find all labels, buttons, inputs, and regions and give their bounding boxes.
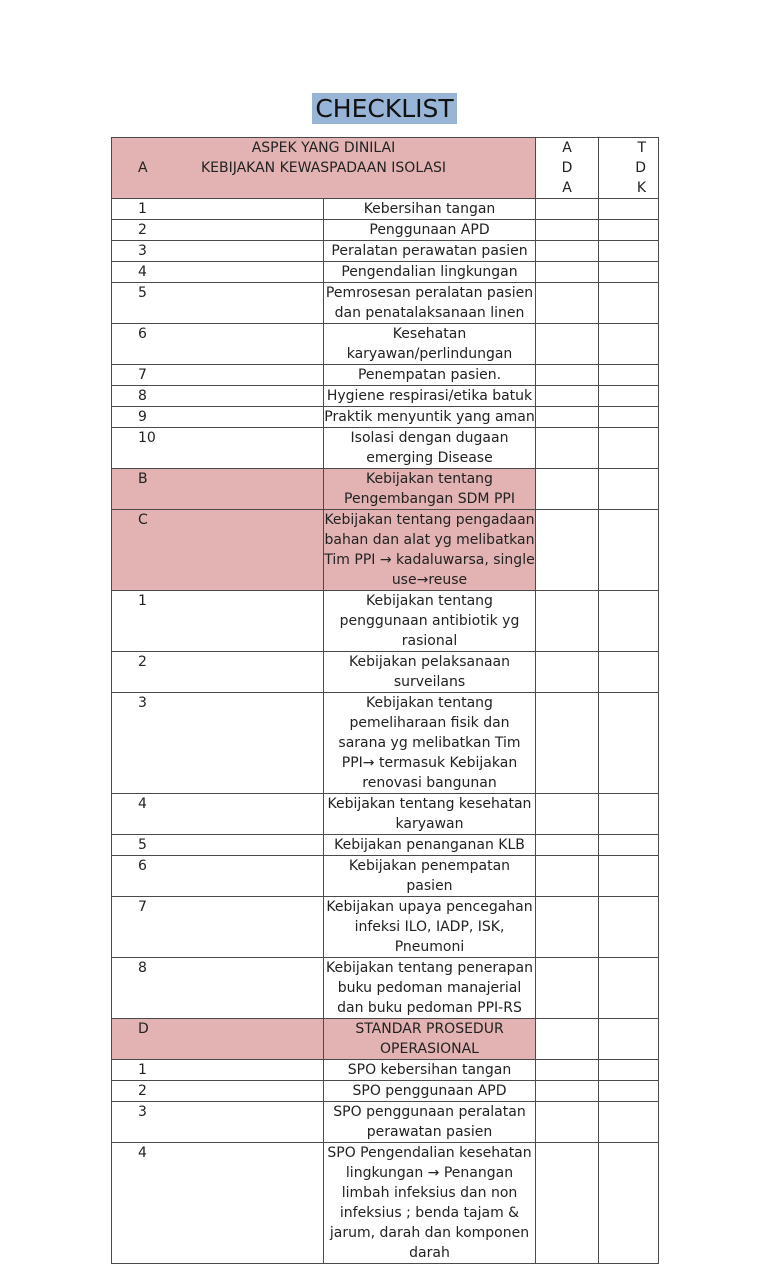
row-number: 2 [112, 1081, 324, 1102]
tdk-checkbox-cell[interactable] [599, 220, 659, 241]
row-number: 1 [112, 1060, 324, 1081]
ada-checkbox-cell[interactable] [536, 386, 599, 407]
section-title: KEBIJAKAN KEWASPADAAN ISOLASI [200, 160, 447, 176]
ada-letter: A [562, 140, 572, 156]
ada-checkbox-cell[interactable] [536, 1081, 599, 1102]
row-aspect: Kebersihan tangan [324, 199, 536, 220]
ada-checkbox-cell[interactable] [536, 794, 599, 835]
row-aspect: SPO penggunaan APD [324, 1081, 536, 1102]
ada-checkbox-cell[interactable] [536, 365, 599, 386]
row-aspect: Isolasi dengan dugaan emerging Disease [324, 428, 536, 469]
ada-checkbox-cell[interactable] [536, 199, 599, 220]
row-aspect: SPO penggunaan peralatan perawatan pasien [324, 1102, 536, 1143]
row-number: 10 [112, 428, 324, 469]
row-number: 4 [112, 1143, 324, 1264]
tdk-checkbox-cell[interactable] [599, 1102, 659, 1143]
section-code: A [138, 160, 148, 176]
tdk-letter: T [637, 140, 646, 156]
tdk-checkbox-cell[interactable] [599, 856, 659, 897]
tdk-checkbox-cell[interactable] [599, 199, 659, 220]
tdk-letter: K [636, 180, 646, 196]
row-aspect: Pengendalian lingkungan [324, 262, 536, 283]
row-aspect: Kebijakan penanganan KLB [324, 835, 536, 856]
table-row [112, 794, 659, 835]
row-aspect: Penempatan pasien. [324, 365, 536, 386]
ada-checkbox-cell[interactable] [536, 220, 599, 241]
table-row [112, 220, 659, 241]
table-row [112, 856, 659, 897]
table-row [112, 199, 659, 220]
tdk-checkbox-cell[interactable] [599, 262, 659, 283]
table-row [112, 591, 659, 652]
table-row [112, 897, 659, 958]
row-number: 6 [112, 856, 324, 897]
row-number: 6 [112, 324, 324, 365]
tdk-checkbox-cell[interactable] [599, 652, 659, 693]
tdk-checkbox-cell[interactable] [599, 283, 659, 324]
ada-checkbox-cell[interactable] [536, 591, 599, 652]
ada-checkbox-cell[interactable] [536, 324, 599, 365]
tdk-checkbox-cell[interactable] [599, 958, 659, 1019]
row-number: 8 [112, 958, 324, 1019]
ada-checkbox-cell[interactable] [536, 510, 599, 591]
table-row [112, 469, 659, 510]
tdk-checkbox-cell[interactable] [599, 386, 659, 407]
tdk-checkbox-cell[interactable] [599, 324, 659, 365]
ada-checkbox-cell[interactable] [536, 856, 599, 897]
ada-checkbox-cell[interactable] [536, 958, 599, 1019]
row-aspect: Kebijakan tentang penggunaan antibiotik yg rasional [324, 591, 536, 652]
row-number: 7 [112, 897, 324, 958]
table-row [112, 835, 659, 856]
table-row [112, 958, 659, 1019]
tdk-checkbox-cell[interactable] [599, 1143, 659, 1264]
ada-letter: D [561, 160, 573, 176]
row-number: 3 [112, 241, 324, 262]
tdk-checkbox-cell[interactable] [599, 407, 659, 428]
row-aspect: Kesehatan karyawan/perlindungan [324, 324, 536, 365]
row-aspect: Penggunaan APD [324, 220, 536, 241]
ada-checkbox-cell[interactable] [536, 407, 599, 428]
ada-checkbox-cell[interactable] [536, 1143, 599, 1264]
table-header-row [112, 138, 659, 199]
row-aspect: Kebijakan tentang penerapan buku pedoman manajerial dan buku pedoman PPI-RS [324, 958, 536, 1019]
row-number: 2 [112, 220, 324, 241]
row-aspect: Kebijakan tentang Pengembangan SDM PPI [324, 469, 536, 510]
ada-header [536, 138, 599, 199]
tdk-checkbox-cell[interactable] [599, 1019, 659, 1060]
row-aspect: STANDAR PROSEDUR OPERASIONAL [324, 1019, 536, 1060]
row-number: 2 [112, 652, 324, 693]
table-row [112, 262, 659, 283]
ada-letter: A [562, 180, 572, 196]
table-row [112, 1019, 659, 1060]
row-number: 5 [112, 835, 324, 856]
tdk-checkbox-cell[interactable] [599, 241, 659, 262]
row-number: 1 [112, 591, 324, 652]
row-aspect: Kebijakan pelaksanaan surveilans [324, 652, 536, 693]
row-number: 8 [112, 386, 324, 407]
tdk-checkbox-cell[interactable] [599, 693, 659, 794]
aspect-header-label: ASPEK YANG DINILAI [251, 140, 396, 156]
row-number: 9 [112, 407, 324, 428]
ada-checkbox-cell[interactable] [536, 1060, 599, 1081]
row-number: 4 [112, 794, 324, 835]
table-row [112, 241, 659, 262]
tdk-checkbox-cell[interactable] [599, 1060, 659, 1081]
ada-checkbox-cell[interactable] [536, 469, 599, 510]
row-aspect: Kebijakan tentang kesehatan karyawan [324, 794, 536, 835]
ada-checkbox-cell[interactable] [536, 897, 599, 958]
aspect-header-cell [112, 138, 536, 199]
tdk-checkbox-cell[interactable] [599, 591, 659, 652]
row-aspect: Praktik menyuntik yang aman [324, 407, 536, 428]
tdk-checkbox-cell[interactable] [599, 428, 659, 469]
tdk-checkbox-cell[interactable] [599, 835, 659, 856]
table-row [112, 283, 659, 324]
row-number: 4 [112, 262, 324, 283]
row-number: 1 [112, 199, 324, 220]
table-row [112, 1143, 659, 1264]
tdk-header [599, 138, 659, 199]
row-number: D [112, 1019, 324, 1060]
table-row [112, 1081, 659, 1102]
ada-checkbox-cell[interactable] [536, 428, 599, 469]
table-row [112, 324, 659, 365]
tdk-checkbox-cell[interactable] [599, 365, 659, 386]
ada-checkbox-cell[interactable] [536, 835, 599, 856]
row-aspect: SPO kebersihan tangan [324, 1060, 536, 1081]
ada-checkbox-cell[interactable] [536, 1019, 599, 1060]
ada-checkbox-cell[interactable] [536, 262, 599, 283]
row-aspect: Kebijakan upaya pencegahan infeksi ILO, IADP, ISK, Pneumoni [324, 897, 536, 958]
row-number: 3 [112, 693, 324, 794]
row-aspect: Kebijakan tentang pemeliharaan fisik dan sarana yg melibatkan Tim PPI→ termasuk Kebijakan renovasi bangunan [324, 693, 536, 794]
table-row [112, 1102, 659, 1143]
row-aspect: Kebijakan tentang pengadaan bahan dan alat yg melibatkan Tim PPI → kadaluwarsa, single use→reuse [324, 510, 536, 591]
tdk-checkbox-cell[interactable] [599, 510, 659, 591]
table-row [112, 428, 659, 469]
row-number: 3 [112, 1102, 324, 1143]
ada-checkbox-cell[interactable] [536, 283, 599, 324]
tdk-checkbox-cell[interactable] [599, 469, 659, 510]
document-title: CHECKLIST [312, 93, 457, 124]
table-row [112, 693, 659, 794]
row-aspect: Kebijakan penempatan pasien [324, 856, 536, 897]
table-row [112, 365, 659, 386]
tdk-checkbox-cell[interactable] [599, 794, 659, 835]
row-aspect: Pemrosesan peralatan pasien dan penatalaksanaan linen [324, 283, 536, 324]
table-row [112, 652, 659, 693]
row-aspect: SPO Pengendalian kesehatan lingkungan → Penangan limbah infeksius dan non infeksius ; benda tajam & jarum, darah dan komponen darah [324, 1143, 536, 1264]
row-number: 5 [112, 283, 324, 324]
row-number: 7 [112, 365, 324, 386]
row-number: C [112, 510, 324, 591]
tdk-letter: D [635, 160, 646, 176]
table-row [112, 386, 659, 407]
table-row [112, 510, 659, 591]
ada-checkbox-cell[interactable] [536, 693, 599, 794]
ada-checkbox-cell[interactable] [536, 652, 599, 693]
row-aspect: Hygiene respirasi/etika batuk [324, 386, 536, 407]
ada-checkbox-cell[interactable] [536, 241, 599, 262]
checklist-table [111, 137, 659, 1264]
row-number: B [112, 469, 324, 510]
ada-checkbox-cell[interactable] [536, 1102, 599, 1143]
tdk-checkbox-cell[interactable] [599, 897, 659, 958]
table-row [112, 407, 659, 428]
table-row [112, 1060, 659, 1081]
tdk-checkbox-cell[interactable] [599, 1081, 659, 1102]
row-aspect: Peralatan perawatan pasien [324, 241, 536, 262]
